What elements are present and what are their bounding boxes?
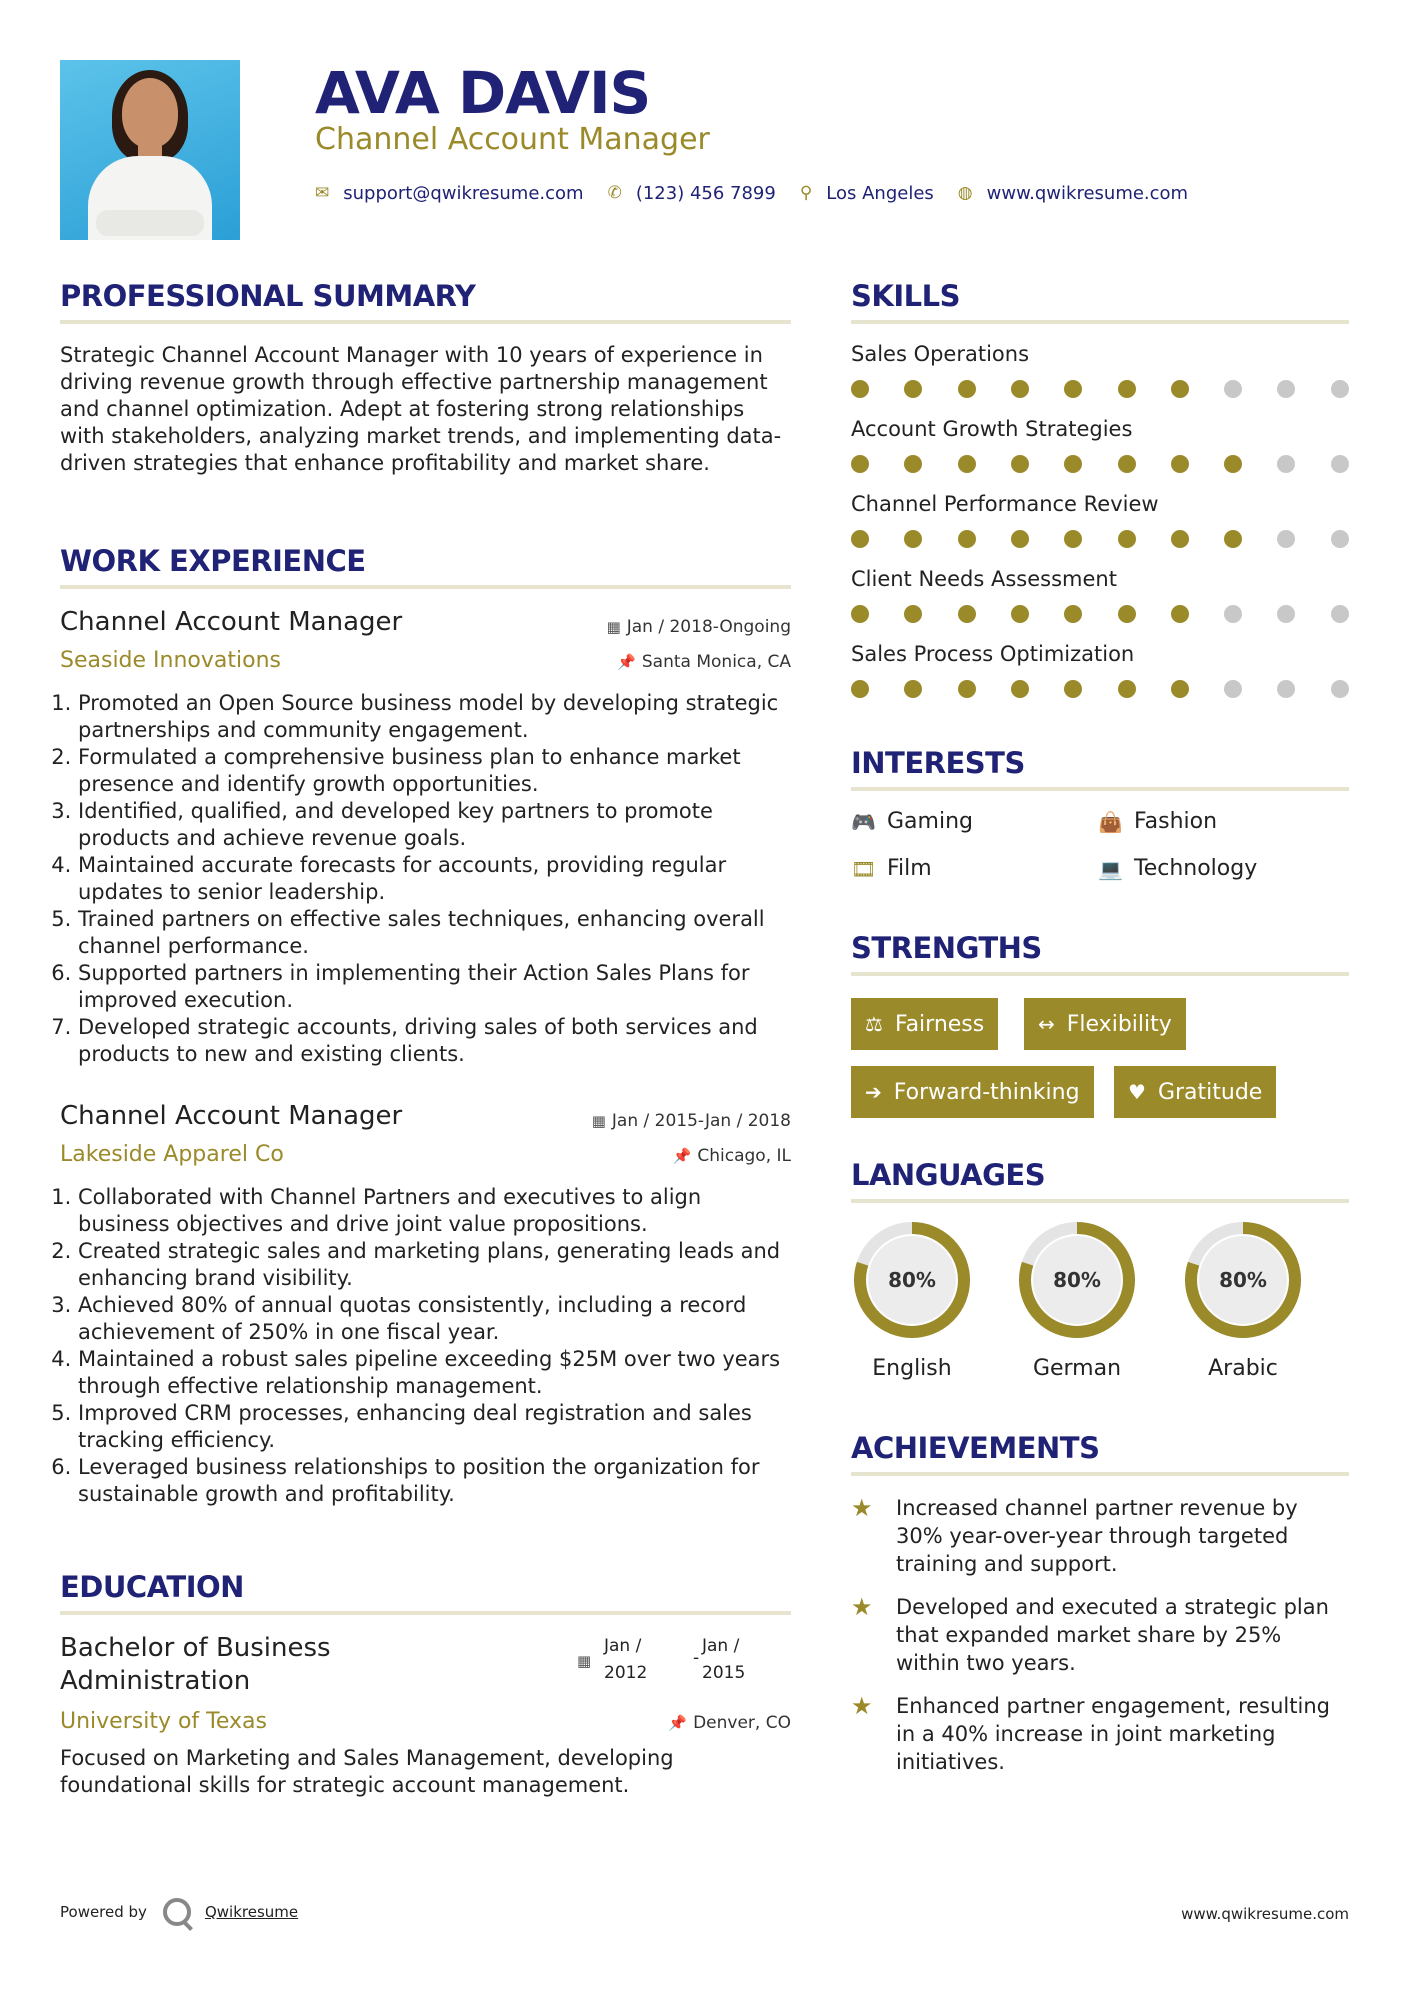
strengths-heading: STRENGTHS (851, 931, 1042, 965)
profile-photo (60, 60, 240, 240)
map-pin-icon: ⚲ (799, 183, 813, 203)
star-award-icon: ★ (851, 1593, 873, 1621)
interest-film: 🎞 Film (851, 856, 932, 881)
experience-divider (60, 585, 791, 589)
skill-dot-filled (1011, 605, 1029, 623)
education-text: Focused on Marketing and Sales Management, developing foundational skills for strategic account management. (60, 1746, 674, 1797)
skill-dot-empty (1277, 380, 1295, 398)
balance-scale-icon: ⚖ (865, 1012, 883, 1036)
skill-dot-filled (958, 455, 976, 473)
skill-dot-filled (1224, 455, 1242, 473)
education-heading: EDUCATION (60, 1570, 244, 1604)
education-location: 📌 Denver, CO (668, 1713, 791, 1733)
languages-heading: LANGUAGES (851, 1158, 1046, 1192)
skill-dot-filled (904, 380, 922, 398)
skill-dot-filled (1171, 605, 1189, 623)
skill-dot-filled (1118, 605, 1136, 623)
skills-heading: SKILLS (851, 279, 960, 313)
skill-dot-filled (1118, 680, 1136, 698)
skill-dot-filled (851, 380, 869, 398)
pushpin-icon: 📌 (672, 1147, 692, 1165)
skill-dot-filled (1118, 530, 1136, 548)
skill-dot-filled (1224, 530, 1242, 548)
skill-dot-filled (1118, 380, 1136, 398)
qwikresume-logo-icon (163, 1898, 191, 1926)
film-icon: 🎞 (851, 857, 877, 881)
skill-dot-filled (958, 530, 976, 548)
candidate-name: AVA DAVIS (315, 59, 651, 127)
skill-dot-filled (958, 605, 976, 623)
skills-divider (851, 320, 1349, 324)
skill-dot-empty (1224, 380, 1242, 398)
job-duties (60, 1184, 798, 1508)
skill-dot-filled (1064, 380, 1082, 398)
list-item: 7. Developed strategic accounts, driving sales of both services and products to new and existing clients. (78, 1014, 798, 1068)
job-company: Seaside Innovations (60, 648, 281, 673)
footer-powered-by: Powered by Qwikresume (60, 1898, 298, 1926)
language-percent: 80% (1053, 1268, 1101, 1292)
job-title: Channel Account Manager (60, 607, 403, 637)
skill-dot-empty (1331, 605, 1349, 623)
skill-dot-filled (1011, 530, 1029, 548)
skill-dot-filled (958, 680, 976, 698)
interest-fashion: 👜 Fashion (1098, 809, 1218, 834)
skill-dot-filled (1011, 380, 1029, 398)
skill-rating (851, 605, 1351, 625)
job-location: 📌 Santa Monica, CA (617, 652, 791, 672)
skill-dot-filled (1064, 605, 1082, 623)
list-item: 5. Trained partners on effective sales techniques, enhancing overall channel performance. (78, 906, 798, 960)
job-location: 📌 Chicago, IL (672, 1146, 791, 1166)
language-name: English (872, 1356, 952, 1381)
footer-brand-link[interactable]: Qwikresume (204, 1903, 299, 1921)
experience-heading: WORK EXPERIENCE (60, 544, 366, 578)
skill-dot-empty (1277, 530, 1295, 548)
skill-dot-empty (1331, 455, 1349, 473)
language-progress-ring (851, 1219, 973, 1341)
skill-dot-filled (1064, 455, 1082, 473)
skill-dot-filled (851, 455, 869, 473)
skill-dot-filled (904, 455, 922, 473)
degree-line-1: Bachelor of Business (60, 1633, 331, 1663)
summary-heading: PROFESSIONAL SUMMARY (60, 279, 476, 313)
contact-location: ⚲ Los Angeles (799, 182, 934, 204)
language-progress-ring (1182, 1219, 1304, 1341)
skill-dot-filled (851, 605, 869, 623)
language-progress-ring (1016, 1219, 1138, 1341)
achievement-item: ★ Increased channel partner revenue by 30% year-over-year through targeted training and support. (851, 1494, 1298, 1576)
summary-text: Strategic Channel Account Manager with 10 years of experience in driving revenue growth through effective partnership management and channel optimization. Adept at fostering strong relationships with stakeholders, analyzing market trends, and implementing data-driven strategies that enhance profitability and market share. (60, 343, 782, 475)
skill-dot-filled (1011, 680, 1029, 698)
skill-dot-filled (1171, 455, 1189, 473)
interests-heading: INTERESTS (851, 746, 1025, 780)
skill-name: Channel Performance Review (851, 492, 1159, 516)
list-item: 6. Leveraged business relationships to position the organization for sustainable growth and profitability. (78, 1454, 798, 1508)
language-percent: 80% (888, 1268, 936, 1292)
skill-dot-filled (958, 380, 976, 398)
skill-name: Account Growth Strategies (851, 417, 1133, 441)
globe-icon: ◍ (957, 183, 973, 203)
achievements-heading: ACHIEVEMENTS (851, 1431, 1100, 1465)
job-dates: ▦ Jan / 2018-Ongoing (606, 617, 791, 637)
skill-dot-filled (851, 530, 869, 548)
arrow-right-icon: ➔ (865, 1080, 882, 1104)
skill-dot-filled (1171, 530, 1189, 548)
job-duties (60, 690, 798, 1068)
job-title: Channel Account Manager (60, 1101, 403, 1131)
footer-url[interactable]: www.qwikresume.com (1181, 1905, 1349, 1923)
list-item: 1. Collaborated with Channel Partners and executives to align business objectives and drive joint value propositions. (78, 1184, 798, 1238)
calendar-icon: ▦ (606, 618, 621, 636)
strength-chip-flexibility: ↔ Flexibility (1024, 998, 1186, 1050)
strength-chip-forward-thinking: ➔ Forward-thinking (851, 1066, 1094, 1118)
skill-dot-empty (1331, 680, 1349, 698)
calendar-icon: ▦ (591, 1112, 606, 1130)
list-item: 2. Created strategic sales and marketing plans, generating leads and enhancing brand visibility. (78, 1238, 798, 1292)
shopping-bag-icon: 👜 (1098, 810, 1123, 834)
star-award-icon: ★ (851, 1692, 873, 1720)
list-item: 2. Formulated a comprehensive business plan to enhance market presence and identify growth opportunities. (78, 744, 798, 798)
skill-rating (851, 455, 1351, 475)
skill-dot-empty (1224, 680, 1242, 698)
envelope-icon: ✉ (315, 183, 330, 203)
skill-dot-filled (1171, 380, 1189, 398)
contact-bar (315, 178, 1212, 208)
contact-phone[interactable]: ✆ (123) 456 7899 (607, 182, 776, 204)
list-item: 4. Maintained accurate forecasts for accounts, providing regular updates to senior leadership. (78, 852, 798, 906)
skill-dot-empty (1331, 530, 1349, 548)
phone-icon: ✆ (607, 183, 622, 203)
strengths-divider (851, 972, 1349, 976)
interest-gaming: 🎮 Gaming (851, 809, 973, 834)
achievements-divider (851, 1472, 1349, 1476)
achievement-item: ★ Developed and executed a strategic plan that expanded market share by 25% within two years. (851, 1593, 1329, 1675)
degree-line-2: Administration (60, 1666, 251, 1696)
skill-dot-empty (1277, 455, 1295, 473)
achievement-item: ★ Enhanced partner engagement, resulting in a 40% increase in joint marketing initiatives. (851, 1692, 1330, 1774)
interest-technology: 💻 Technology (1098, 856, 1258, 881)
list-item: 1. Promoted an Open Source business model by developing strategic partnerships and community engagement. (78, 690, 798, 744)
skill-dot-filled (1011, 455, 1029, 473)
contact-email[interactable]: ✉ support@qwikresume.com (315, 182, 584, 204)
calendar-icon: ▦ (577, 1652, 592, 1670)
list-item: 3. Identified, qualified, and developed key partners to promote products and achieve revenue goals. (78, 798, 798, 852)
skill-dot-empty (1224, 605, 1242, 623)
skill-name: Sales Operations (851, 342, 1030, 366)
skill-dot-filled (904, 605, 922, 623)
skill-dot-filled (1118, 455, 1136, 473)
skill-dot-empty (1277, 680, 1295, 698)
language-name: German (1032, 1356, 1122, 1381)
job-company: Lakeside Apparel Co (60, 1142, 284, 1167)
skill-dot-empty (1277, 605, 1295, 623)
education-divider (60, 1611, 791, 1615)
list-item: 6. Supported partners in implementing their Action Sales Plans for improved execution. (78, 960, 798, 1014)
job-dates: ▦ Jan / 2015-Jan / 2018 (591, 1111, 791, 1131)
laptop-icon: 💻 (1098, 857, 1123, 881)
skill-dot-filled (851, 680, 869, 698)
heart-icon: ♥ (1128, 1080, 1146, 1104)
list-item: 4. Maintained a robust sales pipeline exceeding $25M over two years through effective relationship management. (78, 1346, 798, 1400)
languages-divider (851, 1199, 1349, 1203)
star-award-icon: ★ (851, 1494, 873, 1522)
skill-dot-filled (1064, 680, 1082, 698)
list-item: 5. Improved CRM processes, enhancing deal registration and sales tracking efficiency. (78, 1400, 798, 1454)
list-item: 3. Achieved 80% of annual quotas consistently, including a record achievement of 250% in one fiscal year. (78, 1292, 798, 1346)
school-name: University of Texas (60, 1709, 267, 1734)
skill-dot-filled (1171, 680, 1189, 698)
strength-chip-gratitude: ♥ Gratitude (1114, 1066, 1276, 1118)
skill-rating (851, 530, 1351, 550)
skill-name: Client Needs Assessment (851, 567, 1117, 591)
contact-website[interactable]: ◍ www.qwikresume.com (957, 182, 1189, 204)
arrows-horizontal-icon: ↔ (1038, 1012, 1055, 1036)
pushpin-icon: 📌 (617, 653, 636, 671)
pushpin-icon: 📌 (668, 1714, 688, 1732)
skill-dot-filled (904, 680, 922, 698)
interests-divider (851, 787, 1349, 791)
skill-name: Sales Process Optimization (851, 642, 1135, 666)
gamepad-icon: 🎮 (851, 810, 876, 834)
skill-rating (851, 680, 1351, 700)
language-percent: 80% (1219, 1268, 1267, 1292)
language-name: Arabic (1208, 1356, 1278, 1381)
strength-chip-fairness: ⚖ Fairness (851, 998, 998, 1050)
summary-divider (60, 320, 791, 324)
skill-dot-filled (1064, 530, 1082, 548)
skill-dot-filled (904, 530, 922, 548)
skill-dot-empty (1331, 380, 1349, 398)
resume-page: AVA DAVIS Channel Account Manager ✉ support@qwikresume.com ✆ (123) 456 7899 ⚲ Los Angeles ◍ www.qwikresume.com PROFESSIONAL SUMMARY Strategic Channel Account Manager with 10 years of experience in driving revenue growth through effective partnership management and channel optimization. Adept at fostering strong relationships with stakeholders, analyzing market trends, and implementing data-driven strategies that enhance profitability and market share. WORK EXPERIENCE Channel Account Manager ▦ Jan / 2018-Ongoing Seaside Innovations 📌 Santa Monica, CA 1. Promoted an Open Source business model by developing strategic partnerships and community engagement. 2. Formulated a comprehensive business plan to enhance market presence and identify growth opportunities. 3. Identified, qualified, and developed key partners to promote products and achieve revenue goals. 4. Maintained accurate forecasts for accounts, providing regular updates to senior leadership. 5. Trained partners on effective sales techniques, enhancing overall channel performance. 6. Supported partners in implementing their Action Sales Plans for improved execution. 7. Developed strategic accounts, driving sales of both services and products to new and existing clients. Channel Account Manager ▦ Jan / 2015-Jan / 2018 Lakeside Apparel Co 📌 Chicago, IL 1. Collaborated with Channel Partners and executives to align business objectives and drive joint value propositions. 2. Created strategic sales and marketing plans, generating leads and enhancing brand visibility. 3. Achieved 80% of annual quotas consistently, including a record achievement of 250% in one fiscal year. 4. Maintained a robust sales pipeline exceeding $25M over two years through effective relationship management. 5. Improved CRM processes, enhancing deal registration and sales tracking efficiency. 6. Leveraged business relationships to position the organization for sustainable growth and profitability. EDUCATION Bachelor of Business Administration ▦ Jan / 2012 - Jan / 2015 University of Texas 📌 Denver, CO Focused on Marketing and Sales Management, developing foundational skills for strategic account management. SKILLS Sales Operations Account Growth Strategies Channel Performance Review Client Needs Assessment Sales Process Optimization INTERESTS 🎮 Gaming 👜 Fashion 🎞 Film 💻 Technology STRENGTHS ⚖ Fairness ↔ Flexibility ➔ Forward-thinking ♥ Gratitude LANGUAGES 80% English 80% German 80% Arabic ACHIEVEMENTS ★ Increased channel partner revenue by 30% year-over-year through targeted training and support. ★ Developed and executed a strategic plan that expanded market share by 25% within two years. ★ Enhanced partner engagement, resulting in a 40% increase in joint marketing initiatives. Powered by Qwikresume www.qwikresume.com (0, 0, 1407, 1990)
candidate-title: Channel Account Manager (315, 122, 710, 157)
skill-rating (851, 380, 1351, 400)
